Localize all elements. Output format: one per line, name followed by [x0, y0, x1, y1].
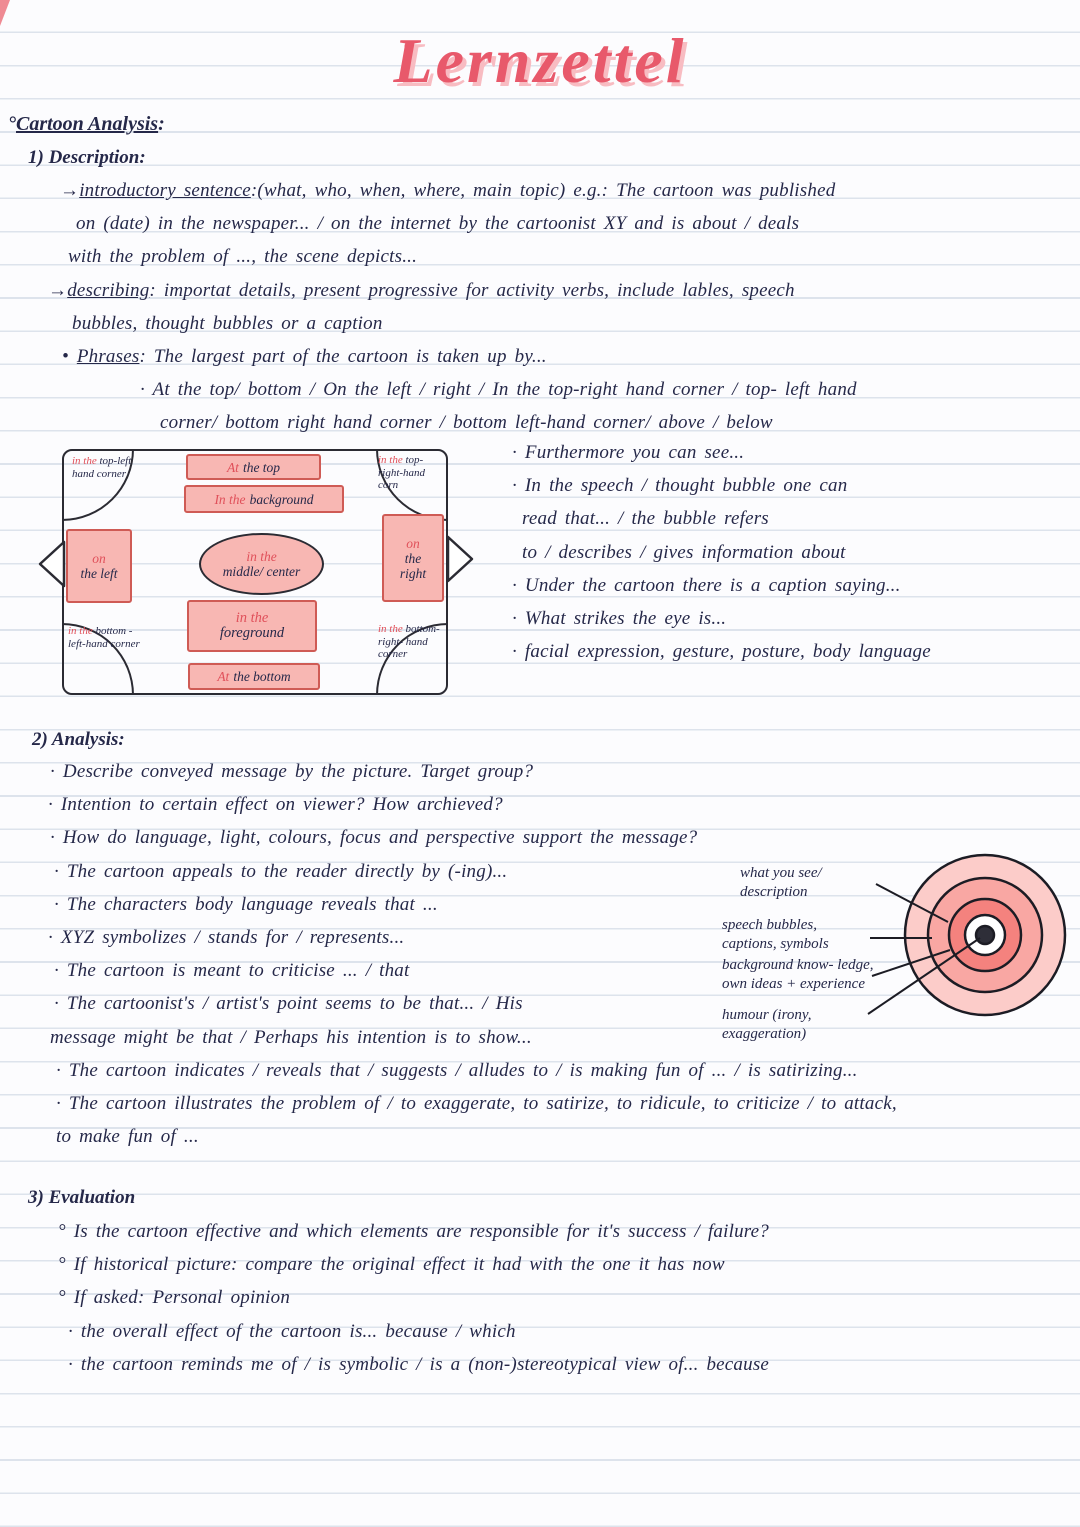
box-at-the-bottom: [188, 663, 320, 690]
page-title: Lernzettel: [393, 25, 687, 96]
text-line: · The cartoonist's / artist's point seems to be that... / His: [54, 993, 523, 1015]
text-line: · The characters body language reveals that ...: [54, 893, 438, 915]
line-text: :(what, who, when, where, main topic) e.g.: The cartoon was published: [250, 180, 836, 201]
text-line: on (date) in the newspaper... / on the internet by the cartoonist XY and is about / deals: [76, 213, 800, 235]
label-accent: in the: [235, 610, 269, 626]
text-line: · What strikes the eye is...: [512, 608, 727, 630]
text-line: · The cartoon indicates / reveals that / suggests / alludes to / is making fun of ... / is satirizing...: [56, 1059, 858, 1081]
label-rest: the left: [80, 566, 118, 581]
label-rest: middle/ center: [222, 564, 301, 579]
label-rest: bottom- right- hand corner: [378, 623, 440, 660]
box-on-the-right: [382, 514, 444, 602]
label-rest: top-right-hand corn: [378, 454, 426, 491]
text-line: · XYZ symbolizes / stands for / represents...: [48, 927, 405, 949]
corner-doodle: [0, 0, 10, 26]
label-accent: on: [406, 535, 420, 551]
text-line: ° If asked: Personal opinion: [58, 1287, 291, 1309]
text-line: to make fun of ...: [56, 1126, 199, 1148]
text-line: · the overall effect of the cartoon is... because / which: [68, 1320, 516, 1342]
label-accent: In the: [214, 491, 246, 507]
text-line: ° If historical picture: compare the original effect it had with the one it has now: [58, 1254, 725, 1276]
label-accent: in the: [72, 455, 97, 467]
label-bottom-right-corner: [378, 623, 444, 661]
text-line: with the problem of ..., the scene depicts...: [68, 246, 418, 268]
text-line: · How do language, light, colours, focus and perspective support the message?: [50, 827, 698, 849]
label-accent: in the: [378, 454, 403, 466]
text-line: to / describes / gives information about: [522, 541, 846, 563]
label-accent: At: [226, 459, 239, 475]
target-label-background-knowledge: background know- ledge, own ideas + experience: [722, 957, 874, 992]
label-top-left-corner: [72, 455, 136, 480]
target-label-humour: humour (irony, exaggeration): [722, 1007, 812, 1042]
left-arrow-icon: [36, 532, 66, 596]
right-arrow-icon: [446, 527, 476, 591]
text-line: [48, 274, 857, 307]
analysis-label: 2) Analysis:: [32, 729, 125, 750]
description-section: [48, 174, 857, 440]
label-accent: in the: [68, 625, 93, 637]
text-line: [48, 174, 857, 207]
text-line: · The cartoon illustrates the problem of / to exaggerate, to satirize, to ridicule, to criticize / to attack,: [56, 1093, 897, 1115]
text-line: · The cartoon appeals to the reader directly by (-ing)...: [54, 860, 508, 882]
bullet-glyph: •: [62, 346, 77, 368]
label-rest: the right: [399, 550, 427, 581]
label-rest: background: [249, 491, 314, 507]
label-rest: top-left hand corner: [72, 455, 132, 480]
target-label-description: what you see/ description: [740, 865, 822, 900]
text-line: ° Is the cartoon effective and which elements are responsible for it's success / failure?: [58, 1221, 770, 1242]
text-line: · facial expression, gesture, posture, body language: [512, 641, 931, 663]
label-rest: bottom - left-hand corner: [68, 625, 140, 650]
text-line: · the cartoon reminds me of / is symbolic / is a (non-)stereotypical view of... because: [68, 1353, 770, 1375]
cartoon-analysis-heading: [8, 108, 165, 141]
label-accent: on: [92, 551, 106, 566]
line-text: : The largest part of the cartoon is taken up by...: [139, 346, 547, 368]
box-on-the-left: [66, 529, 132, 603]
text-line: bubbles, thought bubbles or a caption: [72, 312, 383, 334]
evaluation-label: 3) Evaluation: [28, 1187, 136, 1208]
arrow-glyph: →: [48, 279, 68, 301]
text-line: · Furthermore you can see...: [512, 442, 745, 463]
text-line: · Describe conveyed message by the picture. Target group?: [50, 761, 534, 782]
text-line: read that... / the bubble refers: [522, 508, 769, 530]
evaluation-section: [44, 1215, 769, 1381]
text-line: · In the speech / thought bubble one can: [512, 475, 848, 497]
text-line: · At the top/ bottom / On the left / right / In the top-right hand corner / top- left hand: [140, 379, 857, 401]
underlined-term: describing: [67, 279, 150, 301]
label-accent: in the: [378, 623, 403, 635]
line-text: : importat details, present progressive for activity verbs, include lables, speech: [149, 279, 795, 301]
ring-center: [976, 926, 994, 944]
label-rest: the top: [242, 459, 281, 475]
label-bottom-left-corner: [68, 625, 140, 650]
heading-colon: :: [158, 113, 165, 135]
description-label: 1) Description:: [28, 147, 146, 168]
underlined-term: introductory sentence: [79, 180, 251, 201]
text-line: [48, 340, 857, 373]
text-line: corner/ bottom right hand corner / bottom left-hand corner/ above / below: [160, 412, 773, 434]
cartoon-position-diagram: [36, 447, 480, 701]
target-label-speech-bubbles: speech bubbles, captions, symbols: [722, 917, 829, 952]
heading-text: Cartoon Analysis: [16, 113, 159, 135]
heading-bullet: °: [8, 113, 16, 135]
underlined-term: Phrases: [76, 346, 140, 368]
text-line: message might be that / Perhaps his intention is to show...: [50, 1026, 532, 1048]
label-rest: the bottom: [233, 669, 291, 684]
box-in-the-foreground: [187, 600, 317, 652]
cartoon-frame: [62, 449, 448, 695]
text-line: · Under the cartoon there is a caption saying...: [512, 574, 901, 596]
text-line: · The cartoon is meant to criticise ... / that: [54, 960, 410, 982]
label-top-right-corner: [378, 454, 440, 492]
label-accent: in the: [246, 549, 277, 564]
ellipse-in-the-middle: [199, 533, 324, 595]
box-at-the-top: [186, 454, 321, 480]
label-rest: foreground: [219, 625, 285, 641]
phrases-section: [512, 436, 931, 668]
box-in-the-background: [184, 485, 344, 513]
label-accent: At: [217, 669, 230, 684]
text-line: · Intention to certain effect on viewer? How archieved?: [48, 794, 503, 816]
arrow-glyph: →: [60, 180, 80, 201]
